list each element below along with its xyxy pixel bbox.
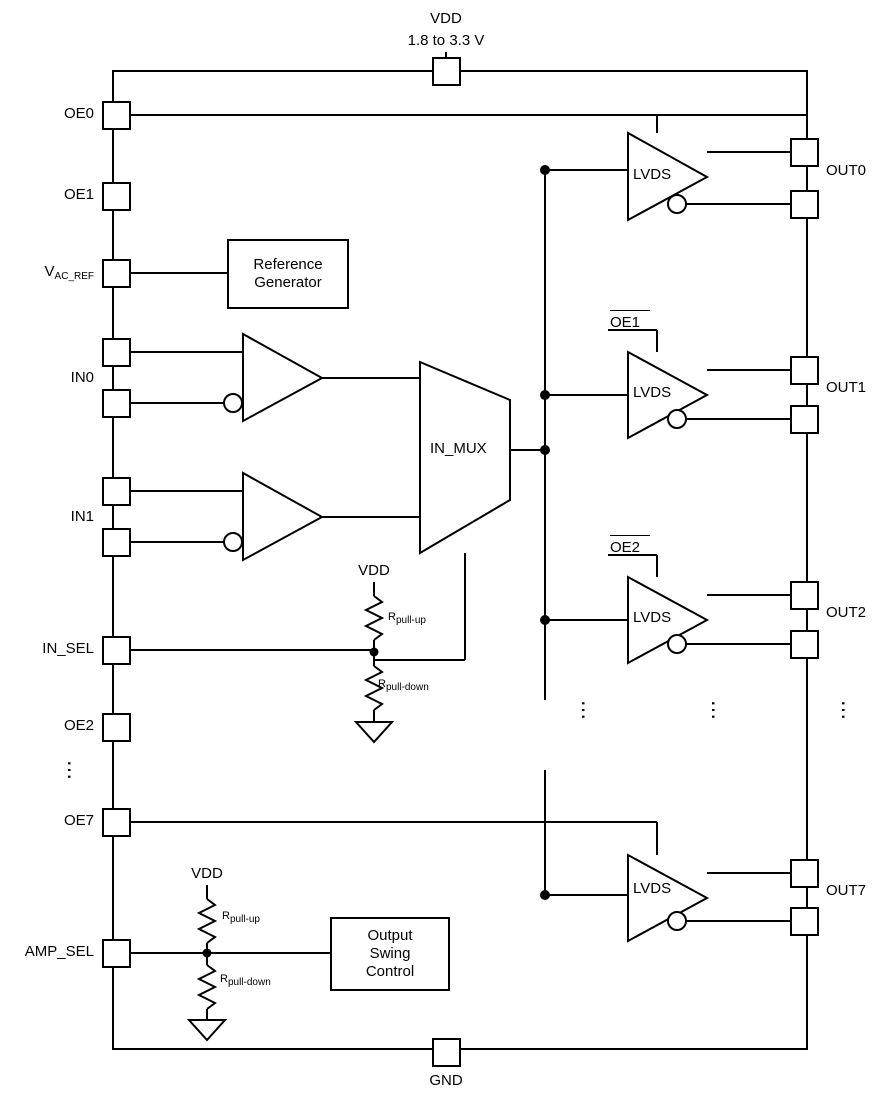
label-lvds-7: LVDS	[633, 880, 672, 897]
block-output-swing-control-label: Output Swing Control	[365, 927, 415, 980]
pad-out0-p	[790, 138, 819, 167]
pad-oe1	[102, 182, 131, 211]
pad-in1-n	[102, 528, 131, 557]
pad-in0-p	[102, 338, 131, 367]
pad-out7-p	[790, 859, 819, 888]
pad-out1-n	[790, 405, 819, 434]
pad-out2-n	[790, 630, 819, 659]
label-r-pull-down-in-sel: Rpull-down	[378, 678, 429, 693]
pad-vac-ref	[102, 259, 131, 288]
ellipsis-driver-column: ⋯	[702, 700, 724, 721]
label-oe1: OE1	[63, 186, 94, 203]
label-oe1-enable: OE1	[610, 314, 641, 331]
label-oe0: OE0	[63, 105, 94, 122]
label-vdd-top-range: 1.8 to 3.3 V	[407, 32, 485, 49]
label-lvds-0: LVDS	[633, 166, 672, 183]
block-output-swing-control	[330, 917, 450, 991]
pad-out1-p	[790, 356, 819, 385]
label-r-pull-up-in-sel: Rpull-up	[388, 611, 426, 626]
pad-in1-p	[102, 477, 131, 506]
ellipsis-left-oe: ⋯	[58, 760, 80, 781]
label-out0: OUT0	[826, 162, 867, 179]
ellipsis-output-column: ⋯	[832, 700, 854, 721]
pad-out2-p	[790, 581, 819, 610]
label-oe7: OE7	[63, 812, 94, 829]
pad-oe2	[102, 713, 131, 742]
pad-amp-sel	[102, 939, 131, 968]
pad-oe7	[102, 808, 131, 837]
pad-gnd	[432, 1038, 461, 1067]
label-vdd-in-sel: VDD	[358, 562, 390, 579]
label-vdd-top: VDD	[430, 10, 462, 27]
pad-out7-n	[790, 907, 819, 936]
pad-in-sel	[102, 636, 131, 665]
label-in-sel: IN_SEL	[42, 640, 94, 657]
label-gnd: GND	[429, 1072, 463, 1089]
label-out7: OUT7	[826, 882, 867, 899]
block-reference-generator-label: Reference Generator	[253, 256, 323, 291]
pad-out0-n	[790, 190, 819, 219]
label-out2: OUT2	[826, 604, 867, 621]
pad-vdd	[432, 57, 461, 86]
label-lvds-1: LVDS	[633, 384, 672, 401]
label-lvds-2: LVDS	[633, 609, 672, 626]
label-vdd-amp-sel: VDD	[191, 865, 223, 882]
block-reference-generator	[227, 239, 349, 309]
label-amp-sel: AMP_SEL	[24, 943, 94, 960]
pad-oe0	[102, 101, 131, 130]
label-in0: IN0	[70, 369, 94, 386]
label-r-pull-down-amp-sel: Rpull-down	[220, 973, 271, 988]
pad-in0-n	[102, 389, 131, 418]
label-out1: OUT1	[826, 379, 867, 396]
label-oe2: OE2	[63, 717, 94, 734]
label-r-pull-up-amp-sel: Rpull-up	[222, 910, 260, 925]
label-in-mux: IN_MUX	[430, 440, 487, 457]
label-oe2-enable: OE2	[610, 539, 641, 556]
label-in1: IN1	[70, 508, 94, 525]
ellipsis-mux-bus: ⋯	[572, 700, 594, 721]
label-vac-ref: $V_{AC\_REF}$	[44, 263, 94, 282]
